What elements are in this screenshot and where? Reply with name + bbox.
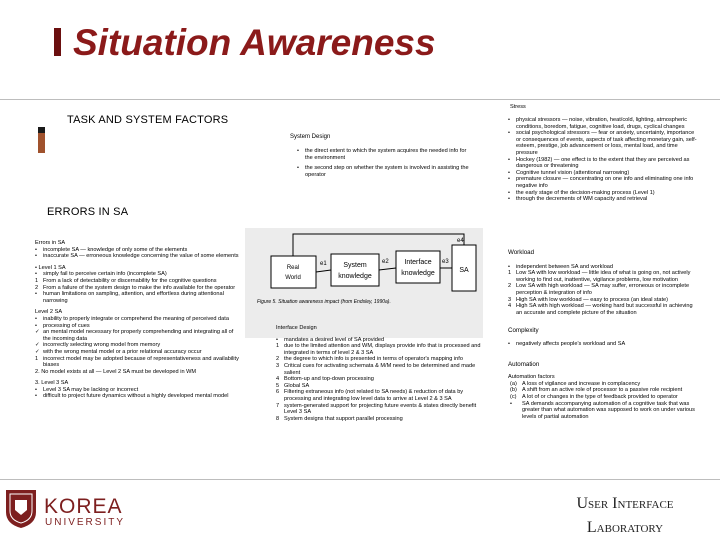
list-item: • the direct extent to which the system acquires the needed info for the environment [297, 148, 472, 161]
edge-label-e4: e4 [457, 238, 464, 244]
system-knowledge-label-1: System [343, 262, 367, 269]
stress-list [508, 117, 698, 203]
automation-heading: Automation [508, 360, 540, 368]
list-item: ✓ an mental model necessary for properly comprehending and integrating all of the incoming data [35, 329, 234, 342]
list-item: • simply fail to perceive certain info (incomplete SA) [35, 271, 167, 278]
edge-label-e1: e1 [320, 261, 327, 267]
list-item: • physical stressors — noise, vibration, heat/cold, lighting, atmospheric conditions, boredom, fatigue, cognitive load, drugs, cyclical changes [508, 117, 698, 130]
interface-knowledge-box [396, 251, 440, 283]
title-accent-bar [54, 28, 61, 56]
list-item: 4 Bottom-up and top-down processing [276, 376, 374, 383]
list-item: 1 incorrect model may be adopted because of representativeness and availability biases [35, 355, 239, 369]
interface-design-label: Interface Design [276, 325, 317, 331]
list-item: 2 Low SA with high workload — SA may suffer, erroneous or incomplete perception & integration of info [508, 283, 690, 296]
complexity-heading: Complexity [508, 327, 539, 335]
workload-heading: Workload [508, 249, 535, 256]
edge-label-e2: e2 [382, 259, 389, 265]
sa-box-label: SA [459, 267, 469, 274]
lab-name [540, 492, 710, 540]
lab-name-line2: Laboratory [586, 519, 664, 536]
list-item: (b) A shift from an active role of processor to a passive role recipient [510, 387, 683, 394]
list-item: • through the decrements of WM capacity and retrieval [508, 196, 698, 203]
automation-intro: Automation factors [508, 374, 555, 381]
system-knowledge-box [331, 254, 379, 286]
list-item: (c) A lot of or changes in the type of feedback provided to operator [510, 393, 678, 400]
errors-level3-heading: 3. Level 3 SA [35, 380, 69, 387]
list-item: • Cognitive tunnel vision (attentional narrowing) [508, 170, 698, 177]
real-world-label-1: Real [286, 265, 300, 271]
list-item: • social psychological stressors — fear or anxiety, uncertainty, importance or consequences of events, aspects of task affecting monetary gain, self-esteem, prestige, job advancement or loss, mental load, and time pressure [508, 130, 698, 156]
list-item: • the early stage of the decision-making process (Level 1) [508, 190, 698, 197]
errors-level1-heading: Errors in SA [35, 240, 66, 246]
list-item: • independent between SA and workload [508, 263, 614, 270]
list-item: • processing of cues [35, 322, 90, 329]
slide-title: Situation Awareness [73, 22, 436, 63]
list-item: 1 From a lack of detectability or discernability for the cognitive questions [35, 277, 217, 284]
list-item: • premature closure — concentrating on one info and eliminating one info negative info [508, 176, 698, 189]
list-item: 1 Low SA with low workload — little idea of what is going on, not actively working to find out, inattentive, vigilance problems, low motivation [508, 270, 691, 283]
list-item: 2 From a failure of the system design to make the info available for the operator [35, 284, 236, 291]
system-design-list [297, 148, 472, 178]
list-item: • difficult to project future dynamics without a highly developed mental model [35, 393, 240, 400]
list-item: • incomplete SA — knowledge of only some of the elements [35, 247, 240, 254]
system-design-label: System Design [290, 134, 331, 140]
list-item: 1 due to the limited attention and WM, displays provide info that is processed and integrated in terms of level 2 & 3 SA [276, 343, 481, 356]
list-item: • inaccurate SA — erroneous knowledge concerning the value of some elements [35, 253, 240, 260]
system-knowledge-label-2: knowledge [338, 273, 372, 280]
list-item: ✓ with the wrong mental model or a prior relational accuracy occur [35, 348, 202, 355]
stress-heading: Stress [510, 104, 526, 110]
list-item: 3 Critical cues for activating schemata & M/M need to be determined and made salient [276, 362, 476, 376]
list-item: 5 Global SA [276, 382, 310, 389]
errors-column [35, 240, 240, 400]
interface-knowledge-label-1: Interface [404, 259, 432, 266]
interface-knowledge-label-2: knowledge [401, 270, 435, 277]
list-item: • mandates a desired level of SA provided [276, 336, 385, 343]
errors-level2-note: 2. No model exists at all — Level 2 SA must be developed in WM [35, 368, 197, 375]
real-world-label-2: World [285, 275, 301, 281]
errors-level1b-heading: • Level 1 SA [35, 264, 66, 271]
list-item: 2 the degree to which info is presented in terms of operator's mapping info [276, 356, 463, 363]
figure-caption: Figure 5. Situation awareness impact (from Endsley, 1990a). [257, 299, 391, 305]
sa-impact-figure [245, 228, 483, 338]
errors-in-sa-heading: ERRORS IN SA [47, 206, 129, 218]
university-seal-icon [4, 488, 38, 530]
list-item: • human limitations on sampling, attention, and effortless during attentional narrowing [35, 291, 224, 304]
bottom-divider [0, 479, 720, 480]
list-item: 6 Filtering extraneous info (not related to SA needs) & reduction of data by processing and integrating low level data to arrive at Level 2 & 3 SA [276, 389, 464, 402]
lab-name-line1: User Interface [576, 495, 674, 512]
list-item: • Hockey (1982) — one effect is to the extent that they are perceived as dangerous or threatening [508, 157, 698, 170]
list-item: (a) A loss of vigilance and increase in complacency [510, 380, 641, 387]
errors-level2-heading: Level 2 SA [35, 309, 63, 316]
list-item: 7 system-generated support for projecting future events & states directly benefit Level 3 SA [276, 402, 477, 416]
list-item: • inability to properly integrate or comprehend the meaning of perceived data [35, 315, 229, 322]
section-marker-accent [38, 133, 45, 153]
list-item: • the second step on whether the system is involved in assisting the operator [297, 165, 472, 178]
list-item: 4 High SA with high workload — working hard but successful in achieving an accurate and complete picture of the situation [508, 303, 693, 316]
interface-design-column [276, 325, 481, 422]
edge-label-e3: e3 [442, 259, 449, 265]
list-item: 8 System designs that support parallel processing [276, 415, 403, 422]
real-world-box [271, 256, 316, 288]
list-item: • negatively affects people's workload and SA [508, 341, 698, 348]
right-column [508, 250, 698, 420]
list-item: • SA demands accompanying automation of a cognitive task that was greater than what automation was supposed to work on under various levels of partial automation [510, 400, 695, 420]
list-item: 3 High SA with low workload — easy to process (an ideal state) [508, 296, 669, 303]
logo-korea: KOREA [44, 495, 123, 518]
list-item: • Level 3 SA may be lacking or incorrect [35, 387, 240, 394]
logo-university: UNIVERSITY [45, 517, 126, 528]
top-divider [0, 99, 720, 100]
task-system-factors-heading: TASK AND SYSTEM FACTORS [67, 114, 229, 126]
list-item: ✓ incorrectly selecting wrong model from memory [35, 342, 161, 349]
